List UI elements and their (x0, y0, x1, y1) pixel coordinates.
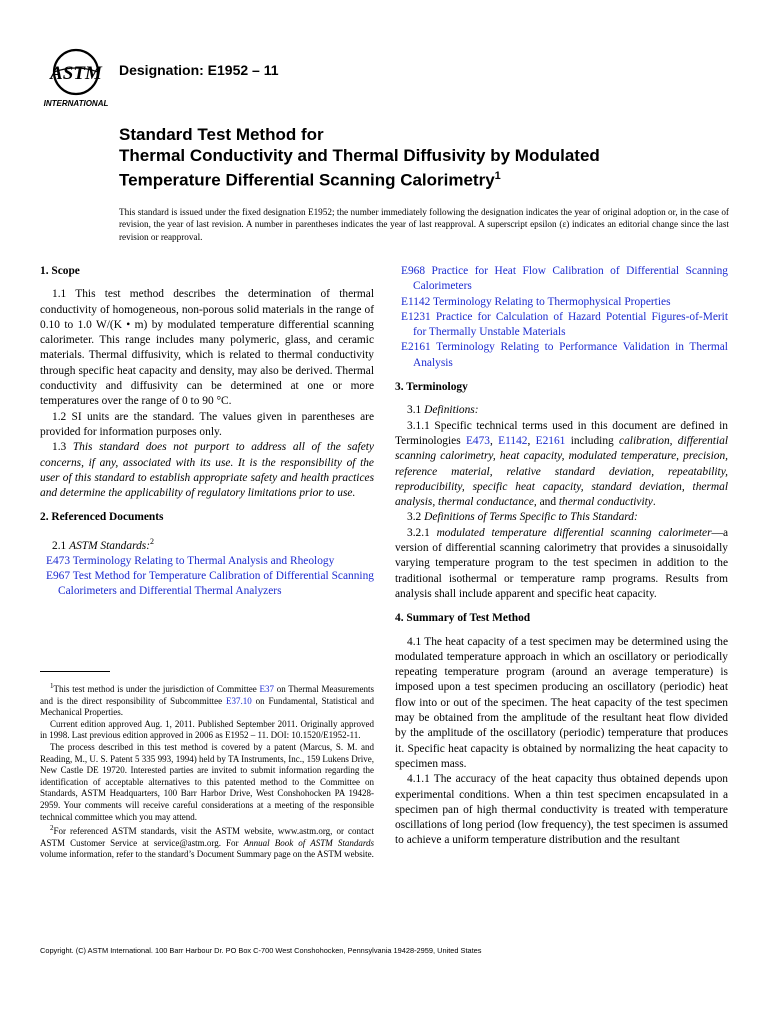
paragraph-2-1-number: 2.1 (52, 539, 67, 552)
paragraph-1-3-text: This standard does not purport to address all of the safety concerns, if any, associated with its use. It is the responsibility of the user of this standard to establish appropriate safety and health practices and determine the applicability of regulatory limitations prior to use. (40, 441, 374, 500)
term-link-e1142[interactable]: E1142 (498, 434, 528, 447)
paragraph-1-3-number: 1.3 (52, 441, 67, 454)
footnote-1-edition: Current edition approved Aug. 1, 2011. Published September 2011. Originally approved in 1998. Last previous edition approved in 2006 as E1952 – 11. DOI: 10.1520/E1952-11. (40, 718, 374, 741)
section-heading-referenced-documents: 2. Referenced Documents (40, 511, 164, 524)
spacer (40, 279, 374, 287)
logo-text: ASTM (50, 63, 102, 84)
paragraph-1-2: 1.2 SI units are the standard. The values given in parentheses are provided for information purposes only. (40, 410, 374, 438)
footnotes (40, 681, 374, 861)
reference-title-link[interactable]: Terminology Relating to Performance Validation in Thermal Analysis (413, 341, 728, 369)
reference-title-link[interactable]: Test Method for Temperature Calibration of Differential Scanning Calorimeters and Differential Thermal Analyzers (58, 570, 374, 598)
footnote-1-patent: The process described in this test method is covered by a patent (Marcus, S. M. and Reading, M., U. S. Patent 5 335 993, 1994) held by TA Instruments, Inc., 159 Lukens Drive, New Castle DE 19720. Interested parties are invited to submit information regarding the identification of acceptable alternatives to this patented method to the Committee on Standards, ASTM Headquarters, 100 Barr Harbor Drive, West Conshohocken PA 19428-2959. Your comments will receive careful considerations at a meeting of the responsible technical committee which you may attend. (40, 741, 374, 822)
paragraph-1-1: 1.1 This test method describes the determination of thermal conductivity of homogeneous, non-porous solid materials in the range of 0.10 to 1.0 W/(K • m) by modulated temperature differential scanning calorimeter. This range includes many polymeric, glass, and ceramic materials. Thermal diffusivity, which is related to thermal conductivity through specific heat capacity and density, may also be derived. Thermal conductivity and diffusivity can be determined at one or more temperatures over the range of 0 to 90 °C. (40, 288, 374, 408)
logo-subtext: INTERNATIONAL (43, 99, 109, 108)
paragraph-1-3 (40, 440, 374, 501)
paragraph-3-2-1 (395, 526, 728, 602)
footnote-2-italic: Annual Book of ASTM Standards (243, 837, 375, 848)
designation: Designation: E1952 – 11 (119, 62, 279, 78)
reference-code-link[interactable]: E1231 (401, 310, 431, 323)
paragraph-3-1-1-text: 3.1.1 Specific technical terms used in this document are defined in Terminologies (395, 419, 728, 447)
subcommittee-link[interactable]: E37.10 (226, 695, 252, 706)
reference-item (395, 340, 728, 371)
paragraph-2-1 (40, 534, 374, 554)
footnote-1-mark: 1 (50, 682, 54, 690)
paragraph-3-1-1-end: . (652, 496, 656, 509)
spacer (395, 627, 728, 635)
paragraph-4-1: 4.1 The heat capacity of a test specimen may be determined using the modulated temperature approach in which an oscillatory or periodically repeating temperature program (around an average temperature) is imposed upon a test specimen producing an oscillatory (periodic) heat flow into or out of the specimen. The heat capacity of the test specimen may be obtained from the amplitude of the resultant heat flow divided by the amplitude of the oscillatory (periodic) temperature that produces it. Specific heat capacity is obtained by normalizing the heat capacity to specimen mass. (395, 635, 728, 770)
spacer (395, 371, 728, 380)
reference-code-link[interactable]: E473 (46, 554, 71, 567)
separator: , (527, 434, 536, 447)
reference-title-link[interactable]: Terminology Relating to Thermal Analysis and Rheology (72, 554, 335, 567)
intro-paragraph: This standard is issued under the fixed designation E1952; the number immediately following the designation indicates the year of original adoption or, in the case of revision, the year of last revision. A number in parentheses indicates the year of last reapproval. A superscript epsilon (ε) indicates an editorial change since the last revision or reapproval. (119, 207, 729, 242)
paragraph-3-2-text: Definitions of Terms Specific to This Standard: (424, 511, 638, 524)
right-column (395, 264, 728, 849)
title-line-3-text: Temperature Differential Scanning Calorimetry (119, 170, 495, 190)
title-line-2: Thermal Conductivity and Thermal Diffusivity by Modulated (119, 146, 600, 165)
paragraph-3-1-text: Definitions: (424, 404, 479, 417)
paragraph-3-1-1-terms: calibration, differential scanning calorimetry, heat capacity, modulated temperature, precision, reference material, relative standard deviation, repeatability, reproducibility, specific heat capacity, standard deviation, thermal analysis, thermal conductance, (395, 434, 729, 509)
reference-code-link[interactable]: E968 (401, 265, 426, 277)
footnote-1 (40, 681, 374, 719)
reference-code-link[interactable]: E1142 (401, 295, 431, 308)
paragraph-3-2 (395, 510, 728, 525)
reference-item (395, 264, 728, 295)
astm-logo (40, 46, 112, 110)
committee-link[interactable]: E37 (259, 684, 274, 694)
paragraph-3-1-1-and: and (536, 496, 559, 509)
title-footnote-mark: 1 (494, 170, 501, 182)
paragraph-3-1-1-last-term: thermal conductivity (558, 496, 653, 509)
footnote-mark-2: 2 (150, 536, 155, 546)
paragraph-3-1-number: 3.1 (407, 404, 422, 417)
paragraph-3-2-1-number: 3.2.1 (407, 526, 430, 539)
spacer (395, 395, 728, 403)
paragraph-3-2-1-text: —a version of differential scanning calorimetry that provides a sinusoidally varying temperature program to the test specimen in addition to the traditional isothermal or temperature ramp programs. Results from analysis shall include apparent and specific heat capacity. (395, 526, 728, 600)
footnote-1-text-a: This test method is under the jurisdiction of Committee (53, 684, 260, 694)
footnote-2 (40, 823, 374, 861)
term-link-e473[interactable]: E473 (465, 434, 490, 447)
footnote-rule (40, 671, 110, 672)
reference-item (40, 554, 374, 569)
spacer (395, 602, 728, 611)
term-link-e2161[interactable]: E2161 (535, 434, 566, 447)
separator: , (490, 434, 499, 447)
spacer (40, 501, 374, 510)
paragraph-2-1-text: ASTM Standards: (69, 539, 151, 552)
footnote-2-text-b: volume information, refer to the standard’s Document Summary page on the ASTM website. (40, 849, 374, 860)
footnote-1-text-c: on Fundamental, Statistical and Mechanical Properties. (40, 695, 374, 718)
section-heading-summary: 4. Summary of Test Method (395, 612, 531, 625)
reference-item (395, 310, 728, 341)
reference-title-link[interactable]: Practice for Calculation of Hazard Potential Figures-of-Merit for Thermally Unstable Materials (413, 310, 728, 339)
paragraph-3-1 (395, 403, 728, 418)
reference-item (40, 569, 374, 600)
copyright-line: Copyright. (C) ASTM International. 100 Barr Harbour Dr. PO Box C-700 West Conshohocken, Pennsylvania 19428-2959, United States (40, 946, 482, 955)
section-heading-scope: 1. Scope (40, 265, 80, 277)
title-block (119, 125, 719, 191)
footnote-2-mark: 2 (50, 824, 54, 833)
footnote-1-text-b: on Thermal Measurements and is the direct responsibility of Subcommittee (40, 684, 374, 706)
paragraph-3-2-1-term: modulated temperature differential scanning calorimeter (436, 526, 712, 539)
spacer (40, 526, 374, 534)
left-column (40, 264, 374, 600)
paragraph-4-1-1: 4.1.1 The accuracy of the heat capacity thus obtained depends upon experimental conditions. When a thin test specimen encapsulated in a specimen pan of high thermal conductivity is treated with temperature oscillations of long period (low frequency), the test specimen is assumed to achieve a uniform temperature distribution and the resultant (395, 773, 728, 847)
reference-title-link[interactable]: Terminology Relating to Thermophysical Properties (432, 295, 671, 308)
paragraph-3-1-1 (395, 419, 728, 511)
title-line-3 (119, 166, 719, 191)
footnote-2-text-a: For referenced ASTM standards, visit the ASTM website, www.astm.org, or contact ASTM Customer Service at service@astm.org. For (40, 826, 374, 848)
reference-code-link[interactable]: E967 (46, 570, 71, 583)
reference-item (395, 295, 728, 310)
reference-title-link[interactable]: Practice for Heat Flow Calibration of Differential Scanning Calorimeters (413, 265, 728, 293)
paragraph-3-2-number: 3.2 (407, 511, 422, 524)
paragraph-3-1-1-including: including (565, 434, 620, 447)
title-line-1: Standard Test Method for (119, 125, 324, 144)
reference-code-link[interactable]: E2161 (401, 341, 431, 354)
section-heading-terminology: 3. Terminology (395, 381, 468, 394)
